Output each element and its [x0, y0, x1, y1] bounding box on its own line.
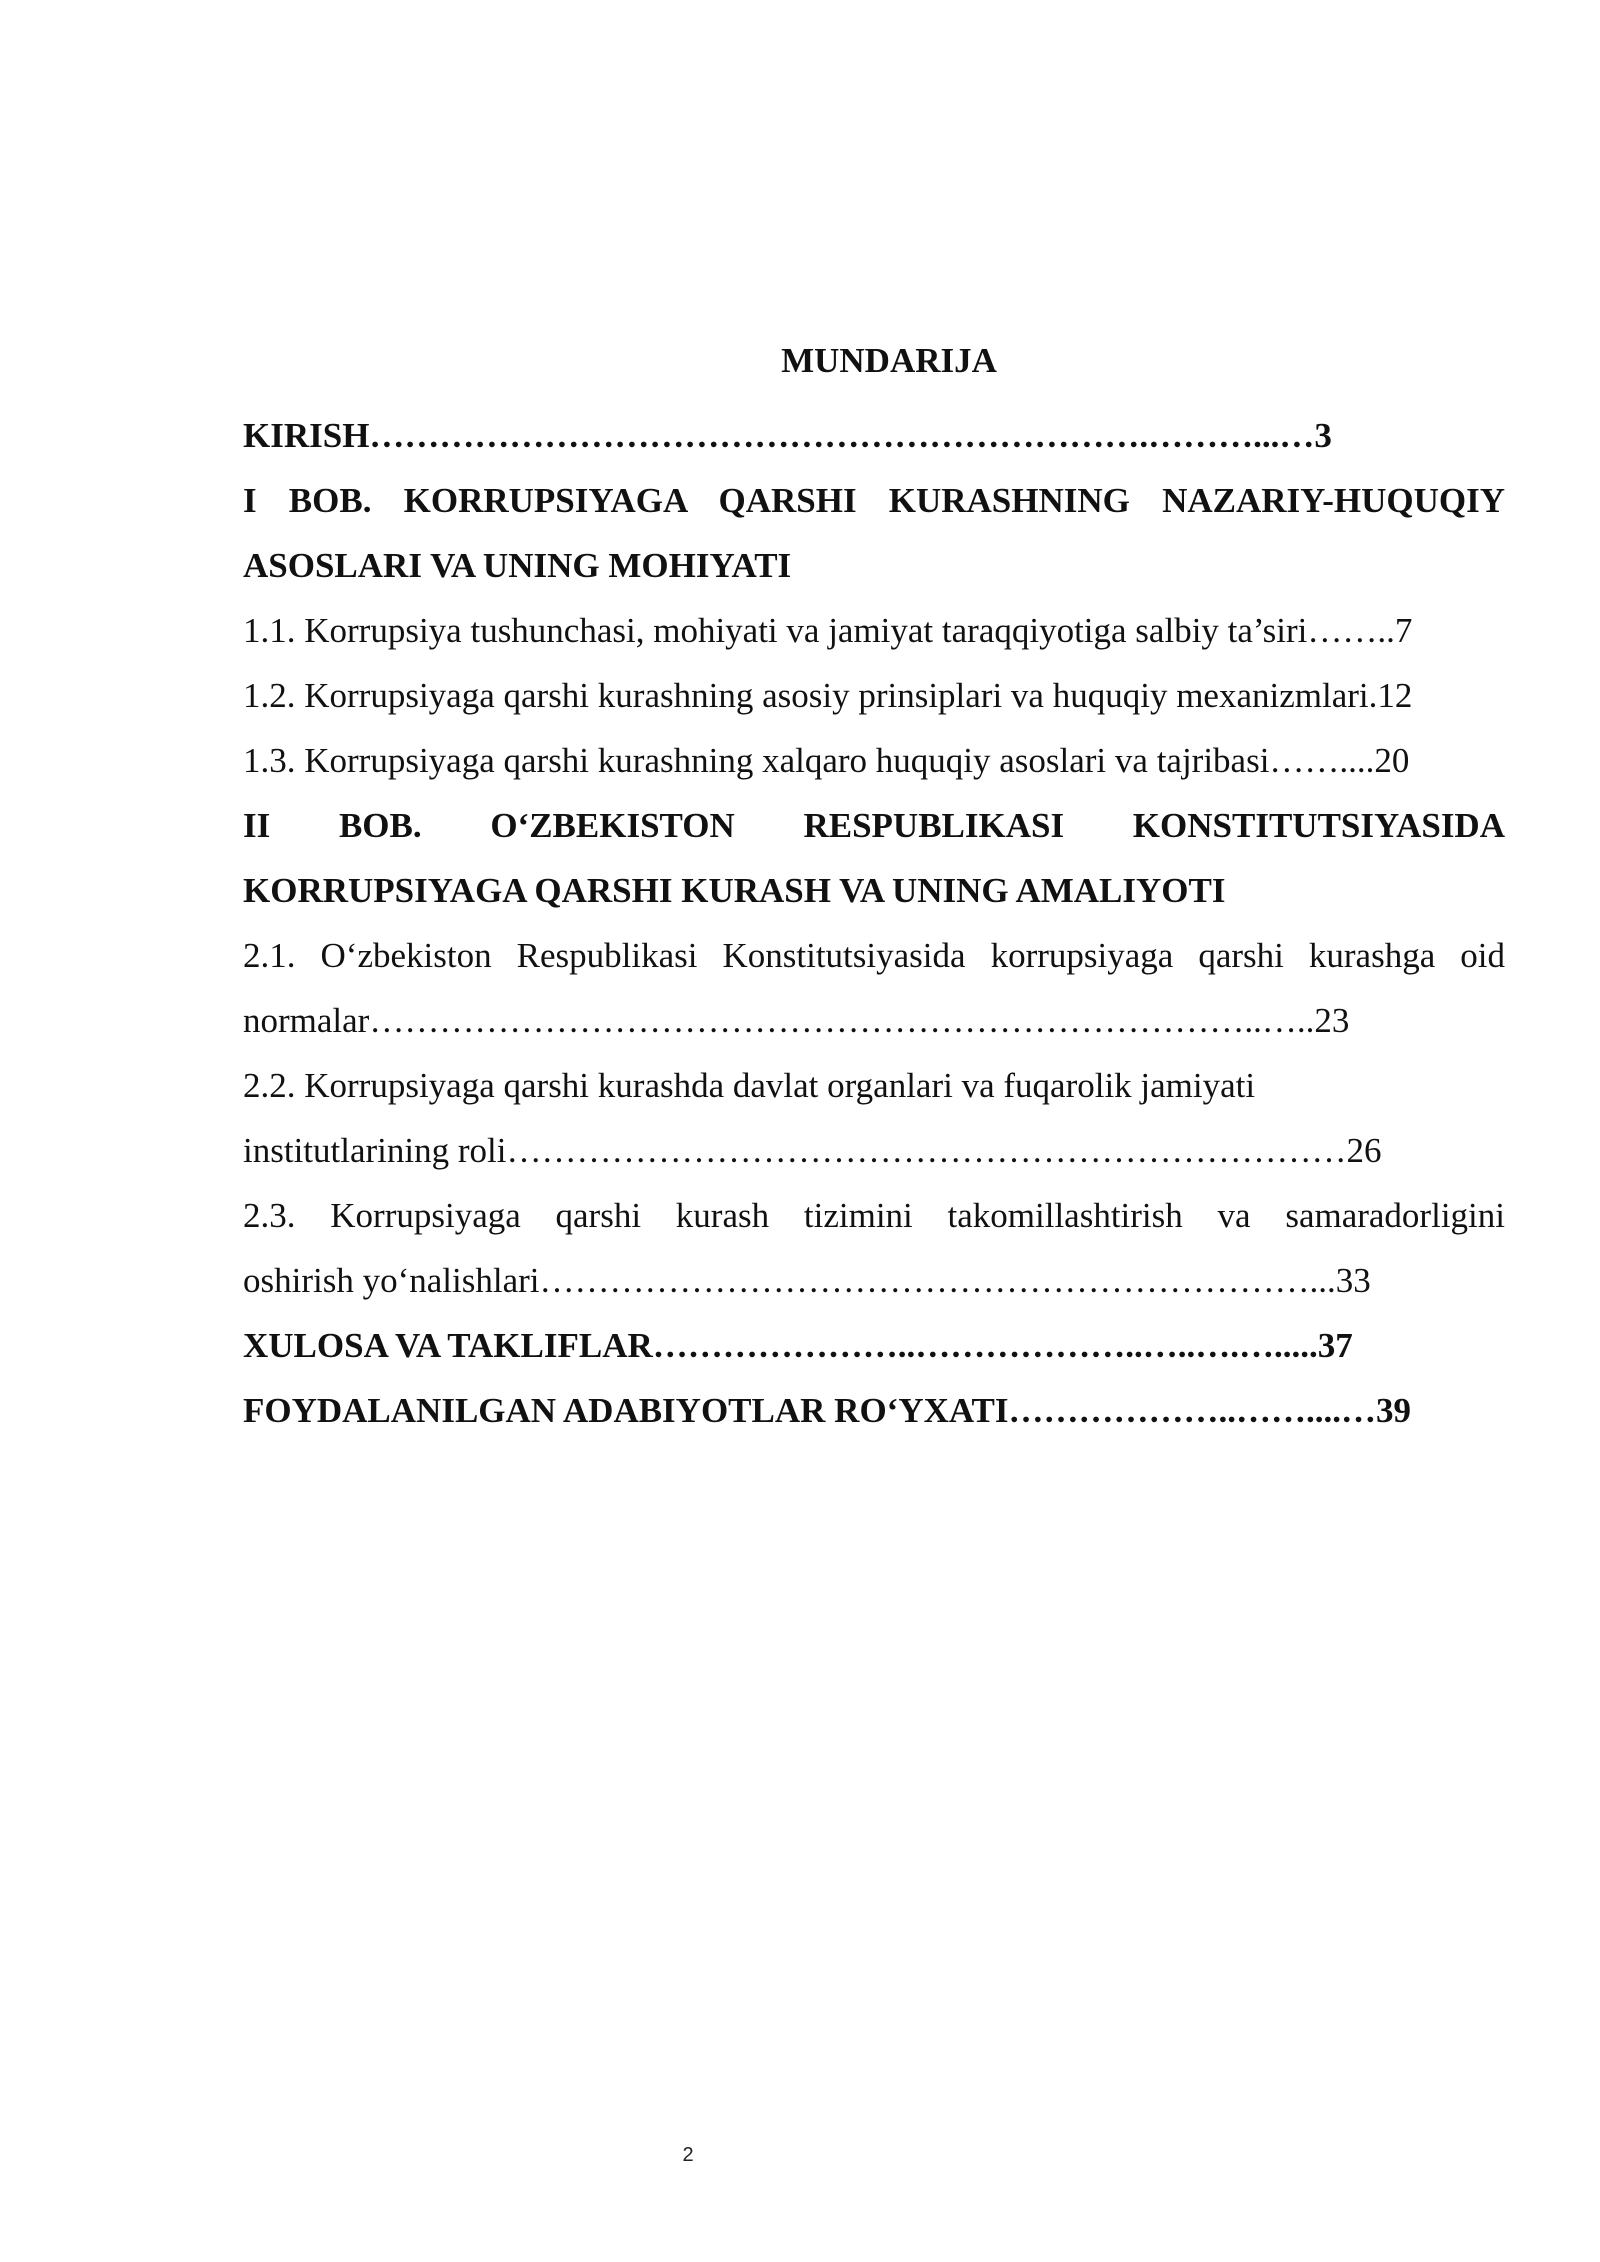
- toc-title: MUNDARIJA: [781, 341, 997, 380]
- toc-chapter-2-heading-continued: KORRUPSIYAGA QARSHI KURASH VA UNING AMALIYOTI: [243, 871, 1226, 910]
- page-number: 2: [682, 2144, 694, 2166]
- toc-chapter-1-heading: I BOB. KORRUPSIYAGA QARSHI KURASHNING NAZARIY-HUQUQIY: [243, 481, 1505, 520]
- toc-entry-2-2-continued: institutlarining roli………………………………………………………………26: [243, 1131, 1382, 1170]
- toc-entry-1-3: 1.3. Korrupsiyaga qarshi kurashning xalqaro huquqiy asoslari va tajribasi……....20: [243, 741, 1410, 780]
- toc-entry-bibliography: FOYDALANILGAN ADABIYOTLAR RO‘YXATI………………..……....…39: [243, 1391, 1412, 1430]
- toc-chapter-1-heading-continued: ASOSLARI VA UNING MOHIYATI: [243, 546, 792, 585]
- table-of-contents: [243, 338, 1505, 1443]
- toc-entry-conclusion: XULOSA VA TAKLIFLAR…………………..………………..…..….….....37: [243, 1326, 1353, 1365]
- toc-entry-2-2: 2.2. Korrupsiyaga qarshi kurashda davlat organlari va fuqarolik jamiyati: [243, 1066, 1256, 1105]
- toc-entry-1-1: 1.1. Korrupsiya tushunchasi, mohiyati va jamiyat taraqqiyotiga salbiy ta’siri……..7: [243, 611, 1413, 650]
- toc-entry-1-2: 1.2. Korrupsiyaga qarshi kurashning asosiy prinsiplari va huquqiy mexanizmlari.12: [243, 676, 1413, 715]
- toc-entry-2-3-continued: oshirish yo‘nalishlari…………………………………………………………...33: [243, 1261, 1371, 1300]
- toc-entry-2-1: 2.1. O‘zbekiston Respublikasi Konstitutsiyasida korrupsiyaga qarshi kurashga oid: [243, 936, 1505, 975]
- toc-entry-2-3: 2.3. Korrupsiyaga qarshi kurash tizimini takomillashtirish va samaradorligini: [243, 1196, 1505, 1235]
- toc-entry-introduction: KIRISH………………………………………………………….………...…3: [243, 416, 1332, 455]
- toc-chapter-2-heading: II BOB. O‘ZBEKISTON RESPUBLIKASI KONSTITUTSIYASIDA: [243, 806, 1505, 845]
- toc-entry-2-1-continued: normalar…………………………………………………………………..…..23: [243, 1001, 1350, 1040]
